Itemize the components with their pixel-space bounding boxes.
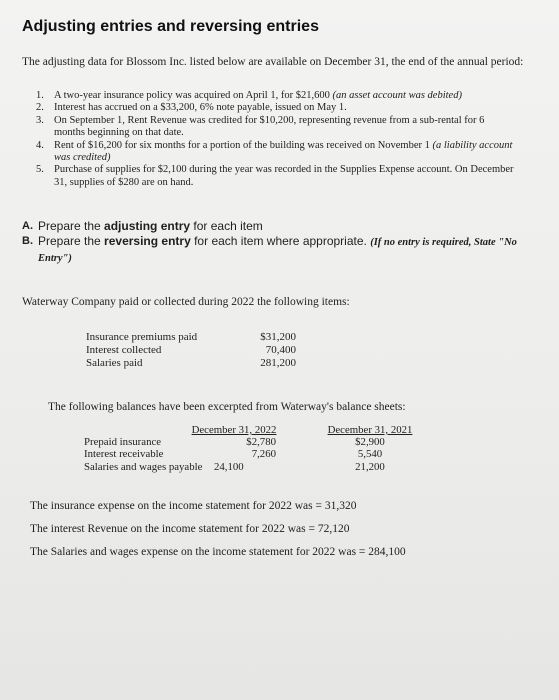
salaries-expense-line: The Salaries and wages expense on the income statement for 2022 was = 284,100 bbox=[30, 546, 406, 558]
paid-value: 70,400 bbox=[265, 344, 296, 356]
instruction-a bbox=[22, 219, 542, 234]
instruction-text: Prepare the bbox=[38, 234, 105, 248]
instruction-note: (If no entry is required, State "No Entry") bbox=[38, 237, 517, 264]
intro-text: The adjusting data for Blossom Inc. listed below are available on December 31, the end of the annual period: bbox=[22, 56, 524, 68]
table-row bbox=[86, 344, 296, 357]
instruction-emphasis: reversing entry bbox=[104, 234, 191, 248]
list-item bbox=[36, 164, 516, 189]
adjusting-data-list bbox=[36, 90, 516, 189]
balance-label: Salaries and wages payable bbox=[84, 460, 203, 473]
table-row bbox=[84, 461, 424, 473]
interest-revenue-line: The interest Revenue on the income statement for 2022 was = 72,120 bbox=[30, 523, 350, 535]
waterway-intro: Waterway Company paid or collected during 2022 the following items: bbox=[22, 296, 350, 308]
column-header-2021: December 31, 2021 bbox=[327, 424, 413, 436]
excerpt-intro: The following balances have been excerpted from Waterway's balance sheets: bbox=[48, 401, 406, 413]
item-text: A two-year insurance policy was acquired on April 1, for $21,600 bbox=[54, 90, 333, 101]
instruction-label: A. bbox=[22, 220, 33, 232]
paid-label: Insurance premiums paid bbox=[86, 331, 198, 343]
insurance-expense-line: The insurance expense on the income statement for 2022 was = 31,320 bbox=[30, 500, 357, 512]
item-number: 2. bbox=[36, 102, 44, 114]
paid-value: $31,200 bbox=[260, 331, 296, 343]
item-number: 1. bbox=[36, 90, 44, 101]
paid-value: 281,200 bbox=[260, 357, 296, 369]
table-row bbox=[86, 357, 296, 370]
balance-2021: 5,540 bbox=[357, 448, 383, 461]
paid-label: Salaries paid bbox=[86, 357, 143, 369]
table-row bbox=[86, 331, 296, 344]
table-row bbox=[84, 448, 424, 460]
instructions bbox=[22, 219, 542, 266]
paid-label: Interest collected bbox=[86, 344, 162, 356]
item-text: Interest has accrued on a $33,200, 6% note payable, issued on May 1. bbox=[54, 102, 347, 114]
item-note: (an asset account was debited) bbox=[332, 90, 462, 101]
balance-label: Interest receivable bbox=[84, 448, 164, 461]
balance-label: Prepaid insurance bbox=[84, 436, 162, 449]
list-item bbox=[36, 115, 516, 140]
balance-2022: 24,100 bbox=[214, 460, 244, 473]
instruction-b bbox=[22, 234, 542, 266]
balance-table bbox=[84, 424, 424, 473]
item-note: (a liability account was credited) bbox=[54, 139, 513, 164]
instruction-label: B. bbox=[22, 235, 33, 247]
list-item bbox=[36, 90, 516, 102]
item-text: Purchase of supplies for $2,100 during the year was recorded in the Supplies Expense account. On December 31, supplies of $280 are on hand. bbox=[54, 164, 514, 188]
item-text: Rent of $16,200 for six months for a portion of the building was received on November 1 bbox=[54, 139, 433, 151]
list-item bbox=[36, 140, 516, 165]
balance-2022: $2,780 bbox=[246, 436, 276, 449]
column-header-2022: December 31, 2022 bbox=[191, 424, 277, 436]
page-title: Adjusting entries and reversing entries bbox=[22, 18, 319, 35]
item-text: On September 1, Rent Revenue was credited for $10,200, representing revenue from a sub-rental for 6 months beginning on that date. bbox=[54, 114, 485, 139]
instruction-text: for each item where appropriate. bbox=[190, 234, 371, 248]
paid-items-table bbox=[86, 331, 296, 370]
instruction-text: for each item bbox=[190, 219, 263, 233]
instruction-text: Prepare the bbox=[38, 219, 105, 233]
item-number: 4. bbox=[36, 139, 44, 151]
table-header-row bbox=[84, 424, 424, 436]
list-item bbox=[36, 102, 516, 114]
balance-2021: $2,900 bbox=[355, 436, 385, 449]
item-number: 3. bbox=[36, 114, 44, 126]
instruction-emphasis: adjusting entry bbox=[104, 219, 191, 233]
item-number: 5. bbox=[36, 164, 44, 176]
table-row bbox=[84, 436, 424, 448]
balance-2021: 21,200 bbox=[355, 460, 385, 473]
balance-2022: 7,260 bbox=[251, 448, 276, 461]
